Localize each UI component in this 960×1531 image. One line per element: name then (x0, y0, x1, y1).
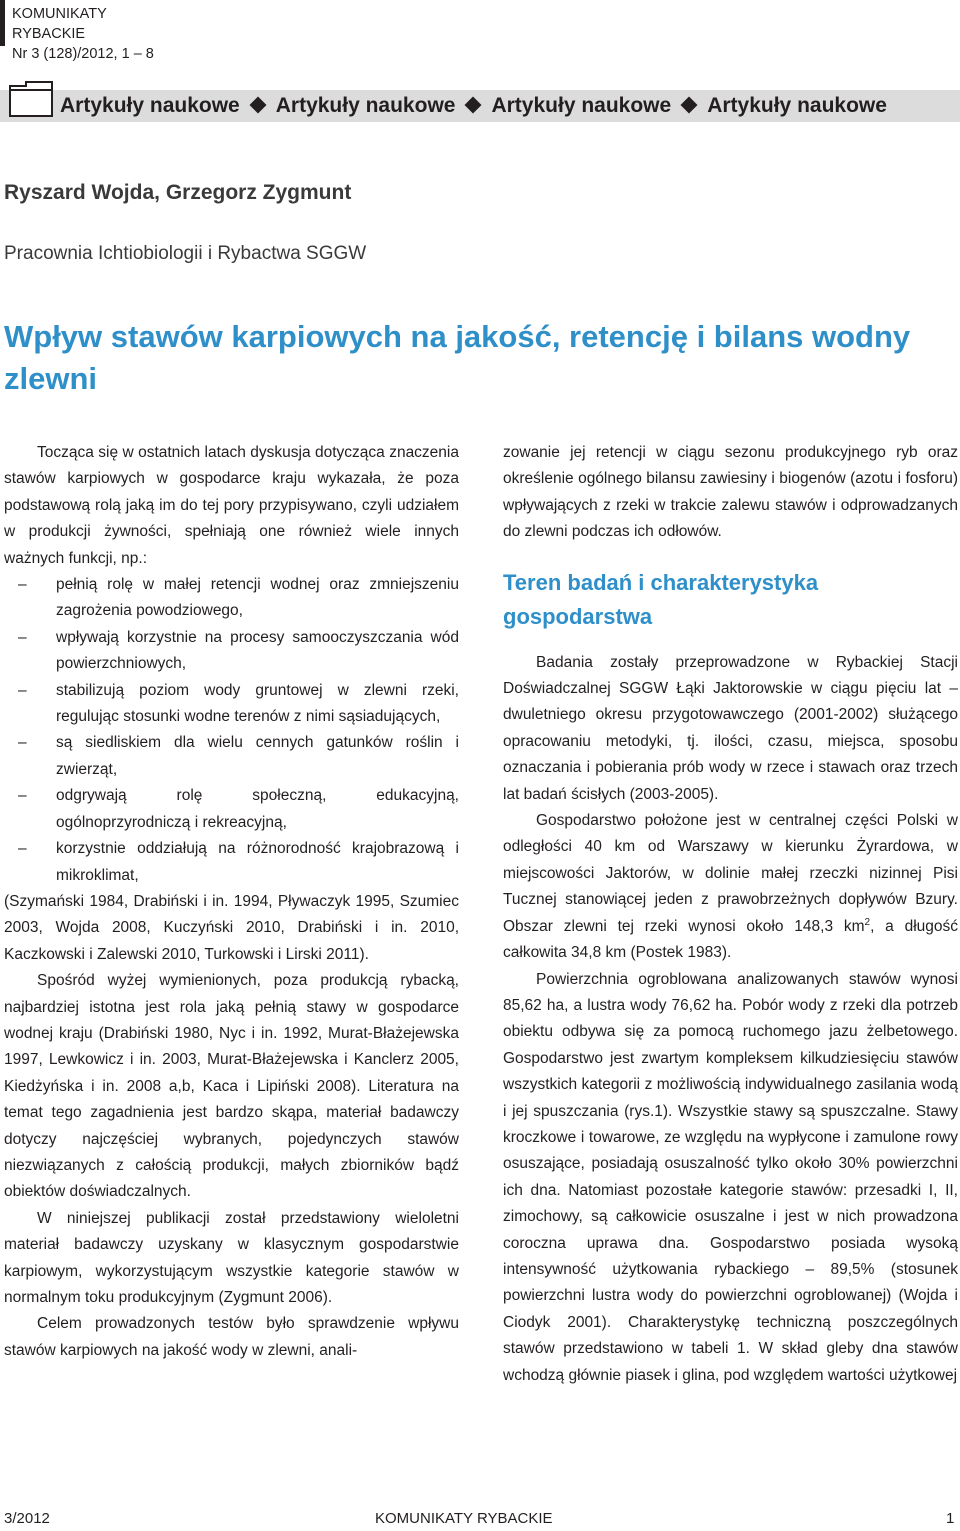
citation-paragraph: (Szymański 1984, Drabiński i in. 1994, Pływaczyk 1995, Szumiec 2003, Wojda 2008, Kuczyński 2010, Drabiński i in. 2010, Kaczkowski i Zalewski 2010, Turkowski i Lirski 2011). (4, 892, 459, 963)
journal-issue: Nr 3 (128)/2012, 1 – 8 (12, 46, 154, 62)
right-column (503, 440, 958, 1389)
list-item-text: wpływają korzystnie na procesy samooczyszczania wód powierzchniowych, (56, 628, 459, 673)
section-heading: Teren badań i charakterystyka gospodarstwa (503, 569, 819, 629)
journal-name: KOMUNIKATY RYBACKIE (12, 6, 107, 42)
list-item-text: odgrywają rolę społeczną, edukacyjną, ogólnoprzyrodniczą i rekreacyjną, (56, 787, 459, 831)
banner-text (60, 90, 887, 122)
body-paragraph: Spośród wyżej wymienionych, poza produkcją rybacką, najbardziej istotna jest rola jaką pełnią stawy w gospodarce wodnej kraju (Drabiński 1980, Nyc i in. 1992, Murat-Błażejewska 1997, Lewkowicz i in. 2003, Murat-Błażejewska i Kanclerz 2005, Kiedżyńska i in. 2008 a,b, Kaca i Lipiński 2008). Literatura na temat tego zagadnienia jest bardzo skąpa, materiał badawczy dotyczy najczęściej wybranych, pojedynczych stawów niezwiązanych z całością produkcji, małych zbiorników bądź obiektów doświadczalnych. (4, 972, 459, 1201)
list-dash: – (18, 681, 27, 699)
article-authors: Ryszard Wojda, Grzegorz Zygmunt (4, 181, 352, 204)
superscript: 2 (864, 916, 871, 928)
diamond-icon (681, 97, 698, 114)
body-paragraph: Powierzchnia ogroblowana analizowanych stawów wynosi 85,62 ha, a lustra wody 76,62 ha. Pobór wody z rzeki dla potrzeb obiektu odbywa się za pomocą ruchomego jazu żelbetowego. Gospodarstwo jest zwartym kompleksem kilkudziesięciu stawów wszystkich kategorii z możliwością indywidualnego zasilania wodą i jej spuszczania (rys.1). Wszystkie stawy są spuszczalne. Stawy kroczkowe i towarowe, ze względu na wypłycone i zamulone rowy osuszające, posiadają osuszalność tylko około 30% powierzchni ich dna. Natomiast pozostałe kategorie stawów: przesadki I, II, zimochowy, są całkowicie osuszalne i jest w nich prowadzona coroczna uprawa dna. Gospodarstwo posiada wysoką intensywność użytkowania rybackiego – 89,5% (stosunek powierzchni lustra wody do powierzchni ogroblowanej) (Wojda i Ciodyk 2001). Charakterystykę techniczną poszczególnych stawów przedstawiono w tabeli 1. W skład gleby dna stawów wchodzą głównie piasek i glina, pod względem wartości użytkowej (503, 970, 958, 1384)
page-number: 1 (946, 1510, 955, 1527)
list-dash: – (18, 840, 27, 858)
paragraph-text: , a długość całkowita 34,8 km (Postek 1983). (503, 917, 959, 962)
article-title: Wpływ stawów karpiowych na jakość, retencję i bilans wodny zlewni (4, 319, 911, 396)
list-item (4, 678, 459, 731)
list-item (4, 730, 459, 783)
body-paragraph: W niniejszej publikacji został przedstawiony wieloletni materiał badawczy uzyskany w klasycznym gospodarstwie karpiowym, wykorzystującym wszystkie kategorie stawów w normalnym toku produkcyjnym (Zygmunt 2006). (4, 1209, 459, 1306)
list-dash: – (18, 576, 27, 594)
list-dash: – (18, 787, 27, 805)
paragraph-text: Gospodarstwo położone jest w centralnej części Polski w odległości 40 km od Warszawy w kierunku Żyrardowa, w miejscowości Jaktorów, w dolinie małej rzeczki nizinnej Pisi Tucznej stanowiącej jeden z prawobrzeżnych dopływów Bzury. Obszar zlewni tej rzeki wynosi około 148,3 km (503, 812, 958, 935)
header-bar (0, 0, 5, 46)
list-item (4, 783, 459, 836)
folder-icon (8, 80, 54, 120)
list-item-text: pełnią rolę w małej retencji wodnej oraz zmniejszeniu zagrożenia powodziowego, (56, 576, 459, 620)
footer-issue: 3/2012 (4, 1510, 50, 1527)
list-item (4, 625, 459, 678)
body-paragraph: Badania zostały przeprowadzone w Rybackiej Stacji Doświadczalnej SGGW Łąki Jaktorowskie w ciągu pięciu lat – dwuletniego okresu przygotowawczego (2001-2002) służącego opracowaniu metodyki, tj. ilości, czasu, miejsca, sposobu oznaczania i pobierania prób wody w rzece i stawach oraz trzech lat badań ścisłych (2003-2005). (503, 653, 958, 803)
list-dash: – (18, 734, 27, 752)
list-item-text: są siedliskiem dla wielu cennych gatunków roślin i zwierząt, (56, 734, 459, 778)
journal-header-text (12, 4, 172, 64)
body-paragraph (503, 808, 958, 966)
banner-item: Artykuły naukowe (60, 94, 240, 117)
section-banner (0, 80, 960, 132)
banner-item: Artykuły naukowe (275, 94, 456, 117)
list-item-text: korzystnie oddziałują na różnorodność krajobrazową i mikroklimat, (56, 840, 459, 884)
list-item (4, 572, 459, 625)
body-paragraph: zowanie jej retencji w ciągu sezonu produkcyjnego ryb oraz określenie ogólnego bilansu zawiesiny i biogenów (azotu i fosforu) wpływających z rzeki w trakcie zalewu stawów i odprowadzanych do zlewni podczas ich odłowów. (503, 444, 958, 541)
journal-header (0, 0, 172, 62)
diamond-icon (465, 97, 482, 114)
article-affiliation: Pracownia Ichtiobiologii i Rybactwa SGGW (4, 243, 367, 264)
banner-item: Artykuły naukowe (491, 94, 672, 117)
diamond-icon (249, 97, 266, 114)
body-paragraph: Celem prowadzonych testów było sprawdzenie wpływu stawów karpiowych na jakość wody w zlewni, anali- (4, 1315, 459, 1359)
list-item (4, 836, 459, 889)
banner-item: Artykuły naukowe (707, 94, 887, 117)
intro-paragraph: Tocząca się w ostatnich latach dyskusja dotycząca znaczenia stawów karpiowych w gospodarce kraju wykazała, że poza podstawową rolą jaką im do tej pory przypisywano, czyli udziałem w produkcji żywności, spełniają one również wiele innych ważnych funkcji, np.: (4, 444, 459, 567)
list-dash: – (18, 628, 27, 646)
list-item-text: stabilizują poziom wody gruntowej w zlewni rzeki, regulując stosunki wodne terenów z nimi sąsiadujących, (56, 681, 459, 726)
left-column (4, 440, 459, 1364)
footer-journal: KOMUNIKATY RYBACKIE (375, 1510, 553, 1527)
